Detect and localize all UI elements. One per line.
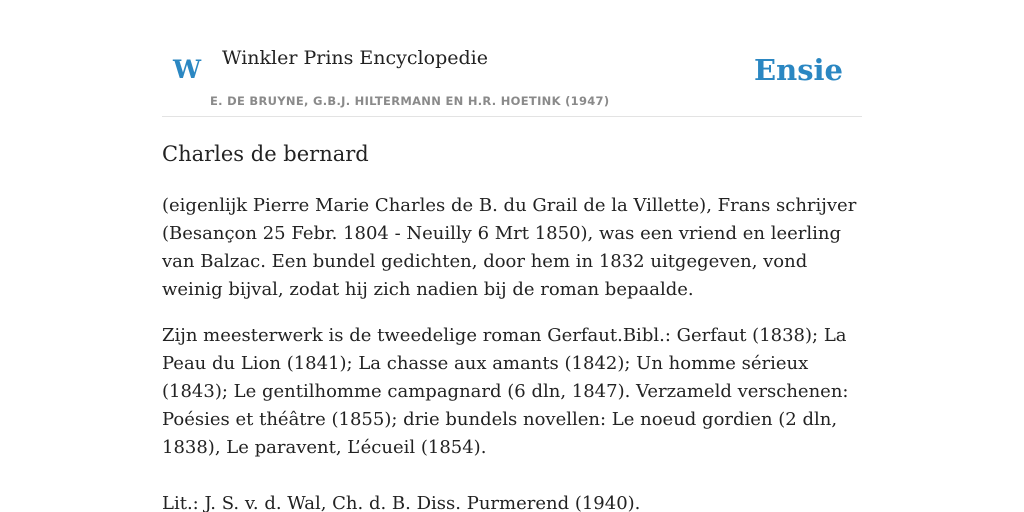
site-subtitle: E. DE BRUYNE, G.B.J. HILTERMANN EN H.R. HOETINK (1947)	[210, 94, 610, 108]
article-paragraph-3: Lit.: J. S. v. d. Wal, Ch. d. B. Diss. Purmerend (1940).	[162, 493, 641, 512]
article-paragraph-1: (eigenlijk Pierre Marie Charles de B. du Grail de la Villette), Frans schrijver (Besançon 25 Febr. 1804 - Neuilly 6 Mrt 1850), was een vriend en leerling van Balzac. Een bundel gedichten, door hem in 1832 uitgegeven, vond weinig bijval, zodat hij zich nadien bij de roman bepaalde.	[162, 195, 857, 300]
article	[162, 138, 862, 512]
site-title: Winkler Prins Encyclopedie	[222, 47, 488, 69]
article-paragraph-2: Zijn meesterwerk is de tweedelige roman Gerfaut.Bibl.: Gerfaut (1838); La Peau du Lion (1841); La chasse aux amants (1842); Un homme sérieux (1843); Le gentilhomme campagnard (6 dln, 1847). Verzameld verschenen: Poésies et théâtre (1855); drie bundels novellen: Le noeud gordien (2 dln, 1838), Le paravent, L’écueil (1854).	[162, 325, 849, 458]
article-title: Charles de bernard	[162, 142, 369, 166]
winkler-prins-logo[interactable]: W	[173, 55, 202, 84]
ensie-brand-logo[interactable]: Ensie	[754, 53, 843, 87]
site-header	[162, 0, 862, 117]
